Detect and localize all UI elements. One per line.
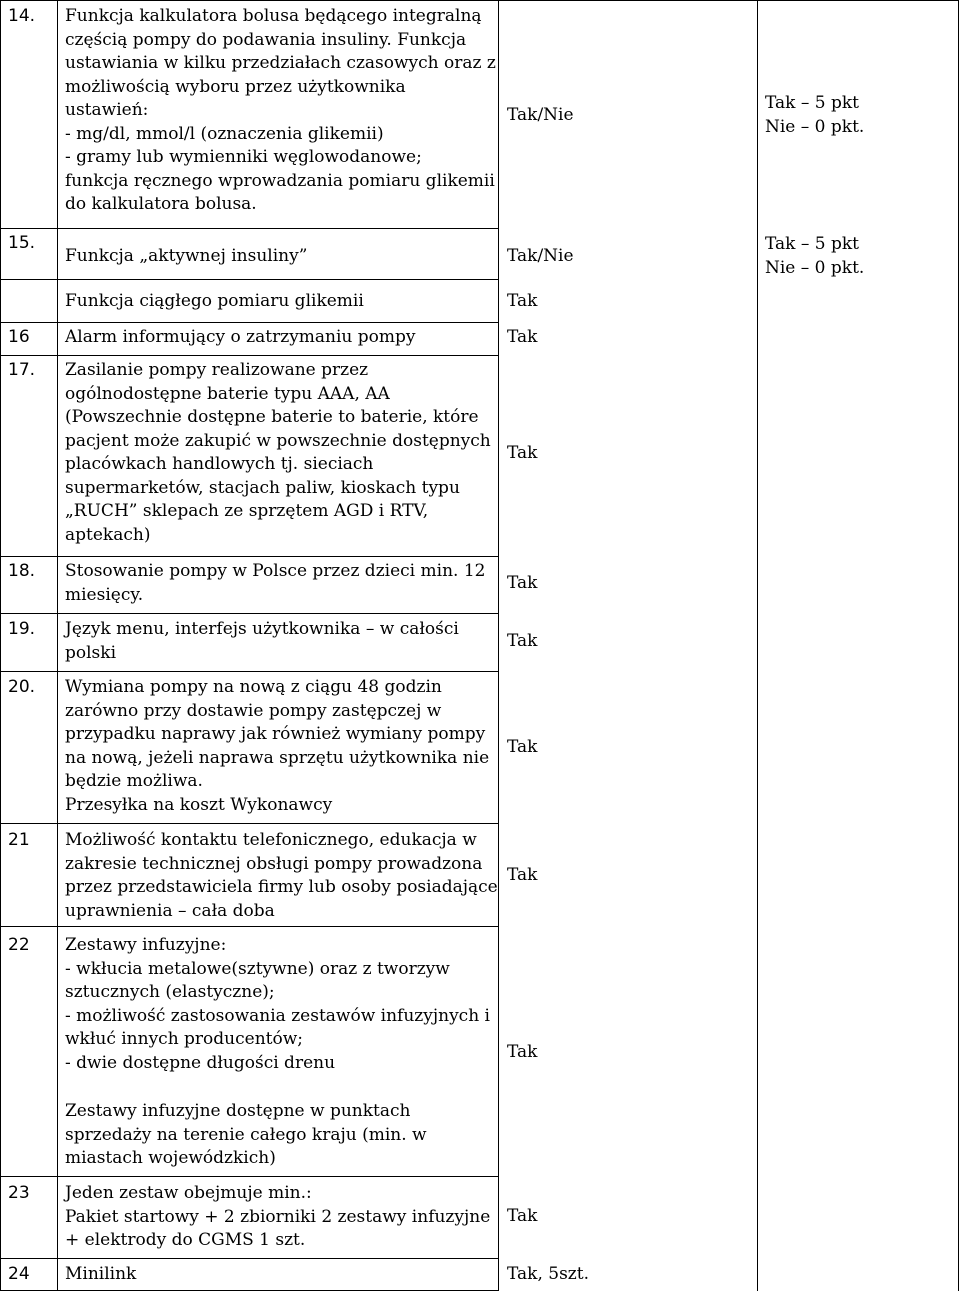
row-border <box>0 0 959 1</box>
row-border <box>0 322 498 323</box>
row-number: 17. <box>8 360 36 380</box>
row-points: Tak – 5 pkt Nie – 0 pkt. <box>765 93 865 137</box>
row-border <box>0 613 498 614</box>
row-requirement: Tak <box>507 443 538 463</box>
row-requirement: Tak <box>507 737 538 757</box>
row-number: 24 <box>8 1264 30 1284</box>
row-number: 14. <box>8 6 36 26</box>
row-requirement: Tak <box>507 1206 538 1226</box>
row-border <box>0 1258 498 1259</box>
row-number: 22 <box>8 935 30 955</box>
row-requirement: Tak/Nie <box>507 246 574 266</box>
row-number: 19. <box>8 619 36 639</box>
row-number: 16 <box>8 327 30 347</box>
row-requirement: Tak <box>507 291 538 311</box>
row-requirement: Tak <box>507 865 538 885</box>
row-border <box>0 1176 498 1177</box>
row-description: Język menu, interfejs użytkownika – w całości polski <box>65 619 459 663</box>
row-border <box>0 228 498 229</box>
column-border <box>57 0 58 1291</box>
row-number: 18. <box>8 561 36 581</box>
row-border <box>0 823 498 824</box>
column-border <box>498 0 499 1291</box>
row-number: 23 <box>8 1183 30 1203</box>
row-border <box>0 279 498 280</box>
row-requirement: Tak <box>507 1042 538 1062</box>
column-border <box>0 0 1 1291</box>
row-description: Jeden zestaw obejmuje min.: Pakiet startowy + 2 zbiorniki 2 zestawy infuzyjne + elektrody do CGMS 1 szt. <box>65 1183 491 1250</box>
row-requirement: Tak <box>507 631 538 651</box>
row-description: Zasilanie pompy realizowane przez ogólnodostępne baterie typu AAA, AA (Powszechnie dostępne baterie to baterie, które pacjent może zakupić w powszechnie dostępnych placówkach handlowych tj. sieciach supermarketów, stacjach paliw, kioskach typu „RUCH” sklepach ze sprzętem AGD i RTV, aptekach) <box>65 360 491 545</box>
row-number: 20. <box>8 677 36 697</box>
row-requirement: Tak <box>507 327 538 347</box>
row-requirement: Tak/Nie <box>507 105 574 125</box>
row-border <box>0 556 498 557</box>
column-border <box>757 0 758 1291</box>
column-border <box>958 0 959 1291</box>
row-requirement: Tak <box>507 573 538 593</box>
row-description: Minilink <box>65 1264 137 1284</box>
row-description: Stosowanie pompy w Polsce przez dzieci min. 12 miesięcy. <box>65 561 486 605</box>
row-border <box>0 671 498 672</box>
row-number: 21 <box>8 830 30 850</box>
row-description: Możliwość kontaktu telefonicznego, edukacja w zakresie technicznej obsługi pompy prowadzona przez przedstawiciela firmy lub osoby posiadające uprawnienia – cała doba <box>65 830 498 921</box>
row-description: Alarm informujący o zatrzymaniu pompy <box>65 327 416 347</box>
row-description: Wymiana pompy na nową z ciągu 48 godzin zarówno przy dostawie pompy zastępczej w przypadku naprawy jak również wymiany pompy na nową, jeżeli naprawa sprzętu użytkownika nie będzie możliwa. Przesyłka na koszt Wykonawcy <box>65 677 490 815</box>
row-description: Funkcja ciągłego pomiaru glikemii <box>65 291 364 311</box>
row-points: Tak – 5 pkt Nie – 0 pkt. <box>765 234 865 278</box>
row-description: Zestawy infuzyjne dostępne w punktach sprzedaży na terenie całego kraju (min. w miastach wojewódzkich) <box>65 1101 427 1168</box>
row-requirement: Tak, 5szt. <box>507 1264 589 1284</box>
row-description: Zestawy infuzyjne: - wkłucia metalowe(sztywne) oraz z tworzyw sztucznych (elastyczne); - możliwość zastosowania zestawów infuzyjnych i wkłuć innych producentów; - dwie dostępne długości drenu <box>65 935 490 1073</box>
row-border <box>0 355 498 356</box>
row-border <box>0 1290 498 1291</box>
row-number: 15. <box>8 233 36 253</box>
row-description: Funkcja „aktywnej insuliny” <box>65 246 308 266</box>
row-border <box>0 926 498 927</box>
row-description: Funkcja kalkulatora bolusa będącego integralną częścią pompy do podawania insuliny. Funkcja ustawiania w kilku przedziałach czasowych oraz z możliwością wyboru przez użytkownika ustawień: - mg/dl, mmol/l (oznaczenia glikemii) - gramy lub wymienniki węglowodanowe; funkcja ręcznego wprowadzania pomiaru glikemii do kalkulatora bolusa. <box>65 6 496 214</box>
